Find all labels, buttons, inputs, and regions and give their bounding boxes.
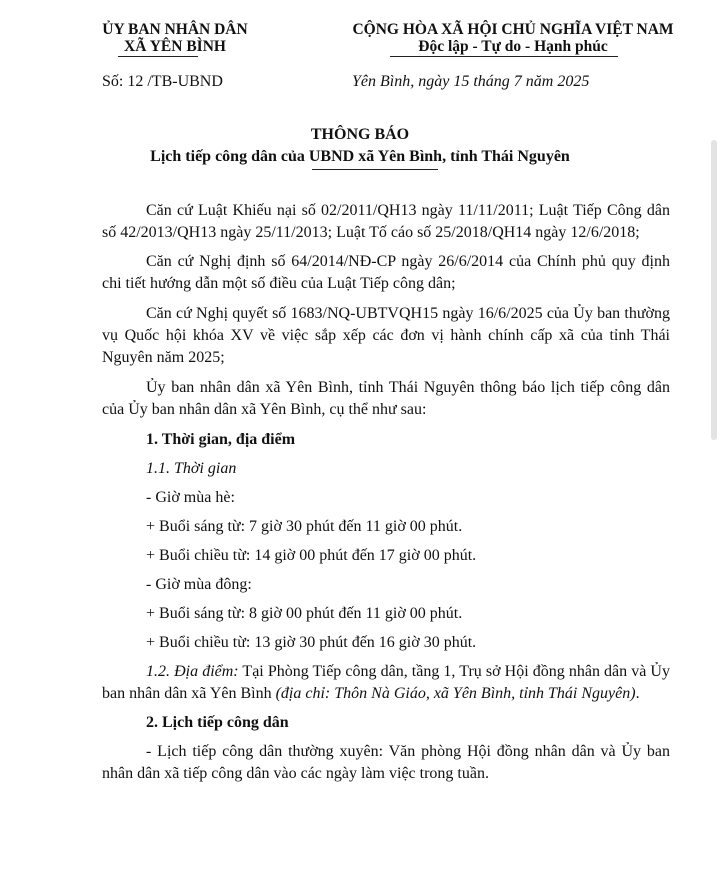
section-2-heading: 2. Lịch tiếp công dân — [146, 714, 289, 731]
document-body — [102, 200, 670, 792]
summer-label: - Giờ mùa hè: — [146, 489, 235, 506]
winter-label: - Giờ mùa đông: — [146, 576, 252, 593]
location-address: (địa chỉ: Thôn Nà Giáo, xã Yên Bình, tỉnh Thái Nguyên) — [275, 685, 636, 702]
location-text: Tại Phòng Tiếp công dân, tầng 1, Trụ sở Hội đồng nhân dân và Ủy ban nhân dân xã Yên Bình — [102, 663, 670, 702]
summer-morning: + Buổi sáng từ: 7 giờ 30 phút đến 11 giờ 00 phút. — [146, 518, 463, 535]
place-date: Yên Bình, ngày 15 tháng 7 năm 2025 — [352, 73, 590, 90]
legal-basis-3: Căn cứ Nghị quyết số 1683/NQ-UBTVQH15 ngày 16/6/2025 của Ủy ban thường vụ Quốc hội khóa XV về việc sắp xếp các đơn vị hành chính cấp xã của tỉnh Thái Nguyên năm 2025; — [102, 305, 670, 366]
location-paragraph — [102, 661, 670, 705]
document-subject: Lịch tiếp công dân của UBND xã Yên Bình, tỉnh Thái Nguyên — [150, 148, 570, 165]
national-title: CỘNG HÒA XÃ HỘI CHỦ NGHĨA VIỆT NAM — [352, 21, 674, 38]
agency-header — [80, 21, 270, 55]
winter-morning: + Buổi sáng từ: 8 giờ 00 phút đến 11 giờ 00 phút. — [146, 605, 463, 622]
regular-schedule: - Lịch tiếp công dân thường xuyên: Văn phòng Hội đồng nhân dân và Ủy ban nhân dân xã tiếp công dân vào các ngày làm việc trong tuần. — [102, 743, 670, 782]
subsection-1-1-heading: 1.1. Thời gian — [146, 460, 237, 477]
winter-afternoon: + Buổi chiều từ: 13 giờ 30 phút đến 16 giờ 30 phút. — [146, 634, 477, 651]
legal-basis-2: Căn cứ Nghị định số 64/2014/NĐ-CP ngày 26/6/2014 của Chính phủ quy định chi tiết hướng dẫn một số điều của Luật Tiếp công dân; — [102, 253, 670, 292]
section-1-heading: 1. Thời gian, địa điểm — [146, 431, 296, 448]
motto-underline — [390, 56, 618, 57]
location-end: . — [635, 685, 640, 702]
scrollbar[interactable] — [708, 0, 720, 895]
agency-underline — [118, 56, 198, 57]
summer-afternoon: + Buổi chiều từ: 14 giờ 00 phút đến 17 giờ 00 phút. — [146, 547, 477, 564]
agency-name: ỦY BAN NHÂN DÂN — [102, 21, 248, 38]
document-type: THÔNG BÁO — [310, 126, 410, 143]
location-label: 1.2. Địa điểm: — [146, 663, 239, 680]
commune-name: XÃ YÊN BÌNH — [124, 38, 226, 55]
intro-paragraph: Ủy ban nhân dân xã Yên Bình, tỉnh Thái Nguyên thông báo lịch tiếp công dân của Ủy ban nhân dân xã Yên Bình, cụ thể như sau: — [102, 379, 670, 418]
national-motto: Độc lập - Tự do - Hạnh phúc — [418, 38, 608, 55]
document-number: Số: 12 /TB-UBND — [102, 73, 223, 90]
subject-underline — [312, 169, 438, 170]
national-header — [322, 21, 704, 55]
scroll-thumb[interactable] — [711, 140, 717, 440]
legal-basis-1: Căn cứ Luật Khiếu nại số 02/2011/QH13 ngày 11/11/2011; Luật Tiếp Công dân số 42/2013/QH13 ngày 25/11/2013; Luật Tố cáo số 25/2018/QH14 ngày 12/6/2018; — [102, 202, 670, 241]
